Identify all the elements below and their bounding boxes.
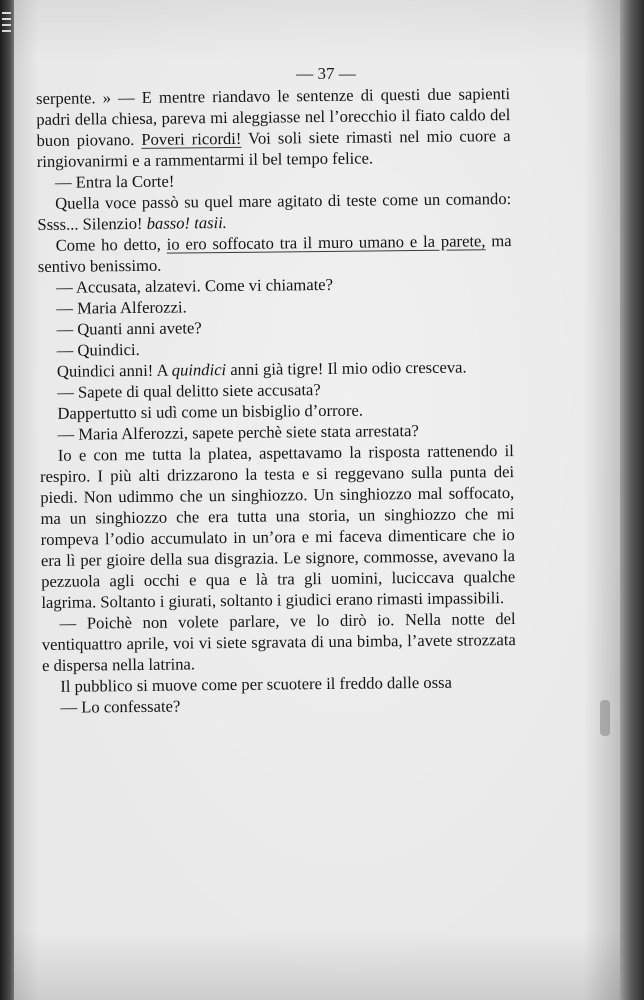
paragraph <box>36 83 511 172</box>
text-segment: — Maria Alferozzi. <box>56 297 187 318</box>
italic-text: quindici <box>171 360 227 380</box>
page-edge-shadow <box>620 0 644 1000</box>
dialogue-line <box>41 608 516 676</box>
text-segment: Voi soli siete rimasti nel mio cuore a ringiovanirmi e a rammentarmi il bel tempo felice. <box>36 126 511 171</box>
page-number: — 37 — <box>296 64 356 83</box>
text-segment: Il pubblico si muove come per scuotere il freddo dalle ossa <box>60 672 453 696</box>
book-page <box>14 0 620 1000</box>
binding-stitch-mark <box>2 24 11 26</box>
paragraph <box>38 230 512 277</box>
text-segment: serpente. » — E mentre riandavo le sentenze di questi due sapienti padri della chiesa, pareva mi aleggiasse nel l’orecchio il fiato caldo del buon piovano. <box>36 84 511 150</box>
text-segment: Dappertutto si udì come un bisbiglio d’orrore. <box>57 400 364 423</box>
text-segment: — Poichè non volete parlare, ve lo dirò io. Nella notte del ventiquattro aprile, voi vi siete sgravata di una bimba, l’avete strozzata e dispersa nella latrina. <box>41 609 516 675</box>
paragraph <box>37 188 511 235</box>
text-segment: Come ho detto, <box>55 234 167 255</box>
dialogue-line <box>42 692 516 718</box>
text-segment: — Lo confessate? <box>60 696 181 717</box>
underlined-text: Poveri ricordi! <box>141 128 242 149</box>
text-segment: anni già tigre! Il mio odio cresceva. <box>226 357 467 380</box>
margin-smudge <box>600 700 610 736</box>
text-segment: Quindici anni! A <box>56 360 172 381</box>
text-segment: — Sapete di qual delitto siete accusata? <box>57 380 321 402</box>
binding-stitch-mark <box>2 18 11 20</box>
text-segment: — Maria Alferozzi, sapete perchè siete stata arrestata? <box>57 421 419 444</box>
text-segment: Io e con me tutta la platea, aspettavamo la risposta rattenendo il respiro. I più alti drizzarono la testa e si reggevano sulla punta dei piedi. Non udimmo che un singhiozzo. Un singhiozzo mal soffocato, ma un singhiozzo che era tutta una storia, un singhiozzo che mi rompeva l’odio accumulato in un’ora e mi faceva dimenticare che io era lì per gioire della sua disgrazia. Le signore, commosse, avevano la pezzuola agli occhi e qua e là tra gli uomini, luciccava qualche lagrima. Soltanto i giurati, soltanto i giudici erano rimasti impassibili. <box>39 441 516 612</box>
page-body-text <box>36 83 517 718</box>
text-segment: ma sentivo benissimo. <box>37 231 512 276</box>
text-segment: — Quanti anni avete? <box>56 318 202 339</box>
italic-text: basso! tasii. <box>146 213 228 233</box>
binding-stitch-mark <box>2 30 11 32</box>
underlined-text: io ero soffocato tra il muro umano e la parete, <box>166 231 486 254</box>
binding-stitch-mark <box>2 12 11 14</box>
text-segment: Quella voce passò su quel mare agitato di teste come un comando: Ssss... Silenzio! <box>37 189 512 234</box>
text-segment: — Entra la Corte! <box>54 171 175 192</box>
text-segment: — Accusata, alzatevi. Come vi chiamate? <box>55 274 334 297</box>
text-segment: — Quindici. <box>56 339 140 360</box>
paragraph <box>40 440 516 613</box>
